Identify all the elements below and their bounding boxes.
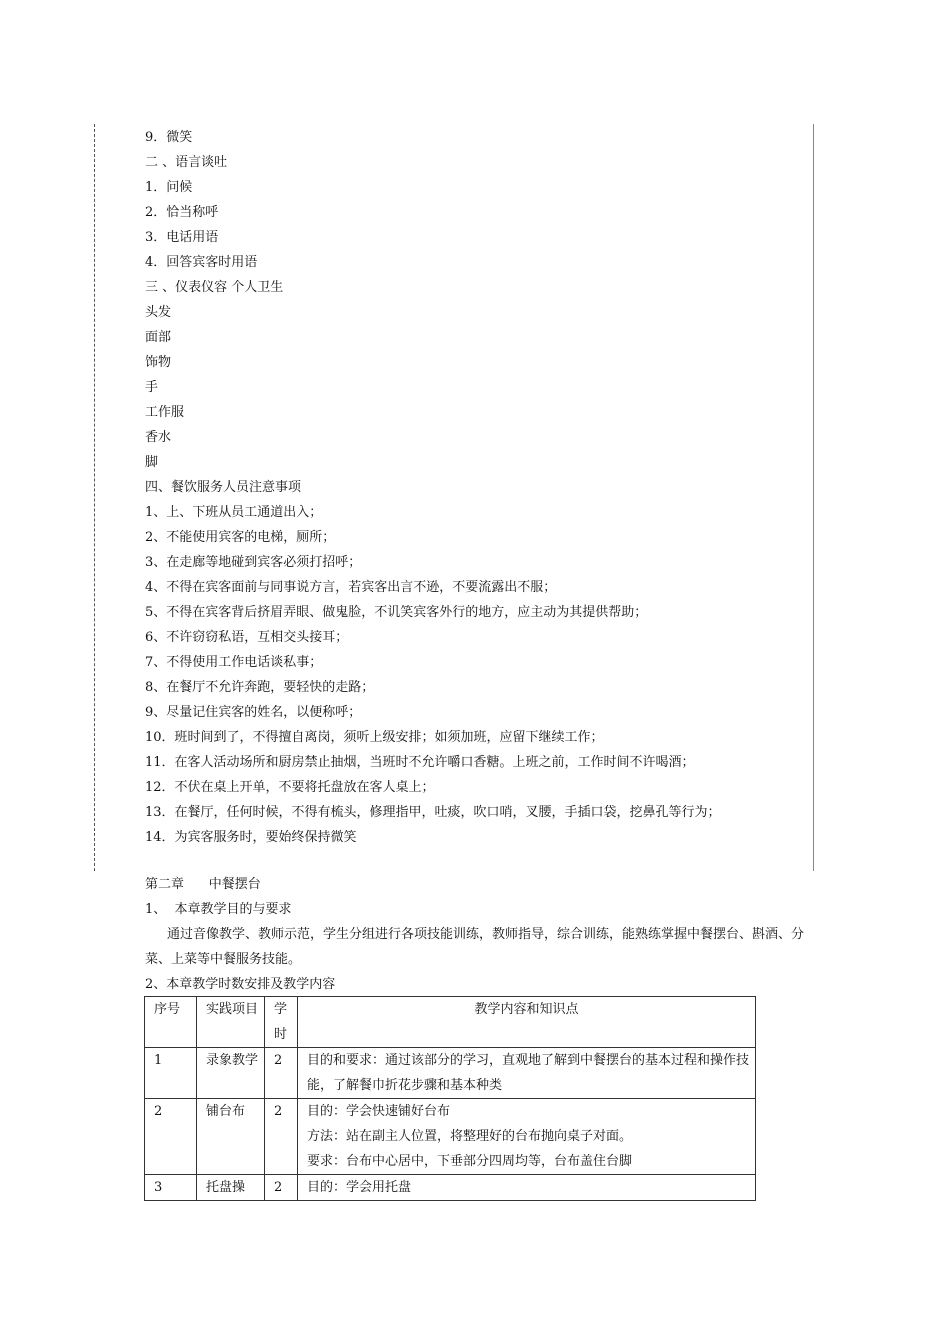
header-no: 序号 xyxy=(145,997,197,1048)
header-item: 实践项目 xyxy=(197,997,265,1048)
list-line: 10．班时间到了，不得擅自离岗，须听上级安排；如须加班，应留下继续工作； xyxy=(145,730,604,745)
list-line: 4．回答宾客时用语 xyxy=(145,255,258,270)
content-line: 方法：站在副主人位置，将整理好的台布抛向桌子对面。 xyxy=(307,1129,633,1144)
cell-content xyxy=(298,1048,756,1099)
header-hours: 学时 xyxy=(265,997,298,1048)
cell-content xyxy=(298,1175,756,1201)
cell-item: 托盘操 xyxy=(197,1175,265,1201)
cell-content xyxy=(298,1099,756,1175)
list-line: 3、在走廊等地碰到宾客必须打招呼； xyxy=(145,555,362,570)
chapter-title: 第二章 中餐摆台 xyxy=(145,877,261,892)
list-line: 1．问候 xyxy=(145,180,193,195)
teaching-schedule-table xyxy=(144,996,756,1201)
left-border-rule xyxy=(94,124,95,871)
section-heading: 三 、仪表仪容 个人卫生 xyxy=(145,280,284,295)
list-line: 11．在客人活动场所和厨房禁止抽烟，当班时不允许嚼口香糖。上班之前，工作时间不许喝酒； xyxy=(145,755,695,770)
list-line: 工作服 xyxy=(145,405,185,420)
list-line: 13．在餐厅，任何时候，不得有梳头，修理指甲，吐痰，吹口哨，叉腰，手插口袋，挖鼻孔等行为； xyxy=(145,805,721,820)
list-line: 香水 xyxy=(145,430,172,445)
cell-no: 3 xyxy=(145,1175,197,1201)
list-line: 5、不得在宾客背后挤眉弄眼、做鬼脸，不讥笑宾客外行的地方，应主动为其提供帮助； xyxy=(145,605,648,620)
list-line: 脚 xyxy=(145,455,159,470)
list-line: 手 xyxy=(145,380,159,395)
section-heading: 四、餐饮服务人员注意事项 xyxy=(145,480,302,495)
chapter-two-section xyxy=(145,872,815,997)
list-line: 头发 xyxy=(145,305,172,320)
list-line: 9、尽量记住宾客的姓名，以便称呼； xyxy=(145,705,362,720)
content-line: 目的和要求：通过该部分的学习，直观地了解到中餐摆台的基本过程和操作技能，了解餐巾折花步骤和基本种类 xyxy=(307,1053,750,1093)
section-heading-schedule: 2、本章教学时数安排及教学内容 xyxy=(145,977,336,992)
table-row xyxy=(145,1175,756,1201)
list-line: 4、不得在宾客面前与同事说方言，若宾客出言不逊，不要流露出不服； xyxy=(145,580,557,595)
section-heading-objectives: 1、 本章教学目的与要求 xyxy=(145,902,292,917)
table-row xyxy=(145,1099,756,1175)
list-line: 2、不能使用宾客的电梯，厕所； xyxy=(145,530,336,545)
cell-hours: 2 xyxy=(265,1099,298,1175)
cell-hours: 2 xyxy=(265,1175,298,1201)
cell-no: 2 xyxy=(145,1099,197,1175)
section-heading: 二 、语言谈吐 xyxy=(145,155,228,170)
content-line: 目的：学会快速铺好台布 xyxy=(307,1104,451,1119)
cell-hours: 2 xyxy=(265,1048,298,1099)
table-row xyxy=(145,1048,756,1099)
bordered-list-section xyxy=(145,125,805,850)
list-line: 2．恰当称呼 xyxy=(145,205,219,220)
list-line: 9．微笑 xyxy=(145,130,193,145)
cell-item: 录象教学 xyxy=(197,1048,265,1099)
cell-item: 铺台布 xyxy=(197,1099,265,1175)
list-line: 8、在餐厅不允许奔跑，要轻快的走路； xyxy=(145,680,375,695)
list-line: 12．不伏在桌上开单，不要将托盘放在客人桌上； xyxy=(145,780,435,795)
list-line: 14．为宾客服务时，要始终保持微笑 xyxy=(145,830,357,845)
header-content: 教学内容和知识点 xyxy=(298,997,756,1048)
list-line: 6、不许窃窃私语，互相交头接耳； xyxy=(145,630,349,645)
list-line: 饰物 xyxy=(145,355,172,370)
content-line: 要求：台布中心居中，下垂部分四周均等，台布盖住台脚 xyxy=(307,1154,633,1169)
list-line: 面部 xyxy=(145,330,172,345)
list-line: 7、不得使用工作电话谈私事； xyxy=(145,655,323,670)
cell-no: 1 xyxy=(145,1048,197,1099)
right-border-rule xyxy=(813,124,814,871)
list-line: 1、上、下班从员工通道出入； xyxy=(145,505,323,520)
table-header-row xyxy=(145,997,756,1048)
objectives-paragraph: 通过音像教学、教师示范，学生分组进行各项技能训练，教师指导，综合训练，能熟练掌握中餐摆台、斟酒、分菜、上菜等中餐服务技能。 xyxy=(145,927,805,967)
content-line: 目的：学会用托盘 xyxy=(307,1180,412,1195)
list-line: 3．电话用语 xyxy=(145,230,219,245)
